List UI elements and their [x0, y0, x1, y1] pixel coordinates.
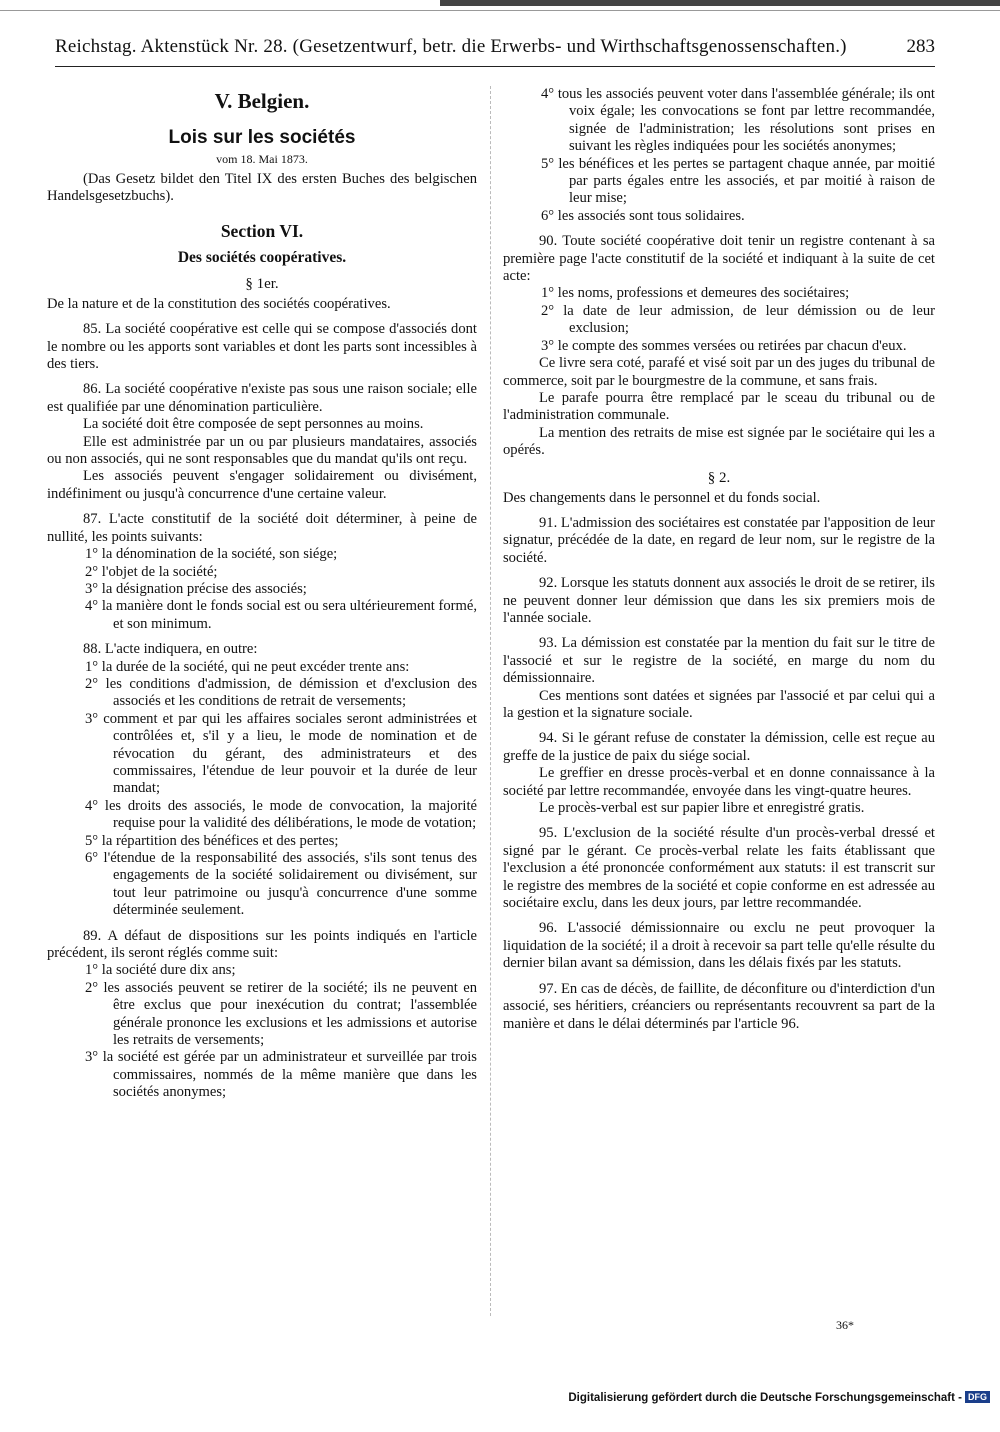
law-note: (Das Gesetz bildet den Titel IX des ersten Buches des belgischen Handelsgesetzbuchs). [47, 171, 477, 205]
list-item: 1° la société dure dix ans; [85, 962, 236, 979]
article-86-para: Elle est administrée par un ou par plusieurs mandataires, associés ou non associés, qui ne sont responsables que du mandat qu'ils ont reçu. [47, 433, 477, 468]
article-90-para: Le parafe pourra être remplacé par le sceau du tribunal ou de l'administration communale. [503, 389, 935, 424]
list-item: 3° la société est gérée par un administrateur et surveillée par trois commissaires, nommés de la même manière que dans les sociétés anonymes; [85, 1049, 477, 1101]
left-column [47, 86, 477, 1102]
sheet-mark: 36* [836, 1318, 854, 1332]
list-item: 1° la dénomination de la société, son siége; [85, 546, 338, 563]
running-header [55, 34, 935, 67]
list-item: 1° les noms, professions et demeures des sociétaires; [541, 285, 850, 302]
paragraph-mark: § 2. [707, 469, 731, 486]
section-subheading: Des sociétés coopératives. [177, 248, 347, 266]
running-header-title: Reichstag. Aktenstück Nr. 28. (Gesetzentwurf, betr. die Erwerbs- und Wirthschaftsgenossenschaften.) [55, 36, 847, 57]
article-96: 96. L'associé démissionnaire ou exclu ne peut provoquer la liquidation de la société; il a droit à recevoir sa part telle qu'elle résulte du dernier bilan avant sa démission, dans les délais fixés par les statuts. [503, 920, 935, 972]
list-item: 3° le compte des sommes versées ou retirées par chacun d'eux. [541, 337, 907, 354]
article-94: 94. Si le gérant refuse de constater la démission, celle est reçue au greffe de la justice de paix du siége social. [503, 730, 935, 764]
digitization-credit [568, 1391, 990, 1404]
right-column [503, 86, 935, 1033]
article-95: 95. L'exclusion de la société résulte d'un procès-verbal dressé et signé par le gérant. Ce procès-verbal relate les faits établissant que l'exclusion a été prononcée conformément aux statuts: il est transcrit sur le registre des membres de la société et copie conforme en est adressée au sociétaire exclu, dans les deux jours, par lettre recommandée. [503, 825, 935, 912]
article-94-para: Le procès-verbal est sur papier libre et enregistré gratis. [539, 800, 865, 817]
list-item: 4° les droits des associés, le mode de convocation, la majorité requise pour la validité des délibérations, le mode de votation; [85, 797, 477, 832]
article-85: 85. La société coopérative est celle qui se compose d'associés dont le nombre ou les apports sont variables et dont les parts sont incessibles à des tiers. [47, 321, 477, 373]
article-87: 87. L'acte constitutif de la société doit déterminer, à peine de nullité, les points suivants: [47, 511, 477, 545]
list-item: 3° comment et par qui les affaires sociales seront administrées et contrôlées et, s'il y a lieu, le mode de nomination et de révocation du gérant, des administrateurs et des commissaires, l'étendue de leur pouvoir et la durée de leur mandat; [85, 710, 477, 797]
article-89: 89. A défaut de dispositions sur les points indiqués en l'article précédent, ils seront réglés comme suit: [47, 927, 477, 962]
law-title: Lois sur les sociétés [168, 127, 356, 148]
list-item: 2° les conditions d'admission, de démission et d'exclusion des associés et les conditions de retrait de versements; [85, 675, 477, 710]
article-86-para: Les associés peuvent s'engager solidairement ou divisément, indéfiniment ou jusqu'à concurrence d'une certaine valeur. [47, 468, 477, 502]
list-item: 2° l'objet de la société; [85, 563, 218, 580]
column-separator [490, 86, 491, 1316]
list-item: 6° l'étendue de la responsabilité des associés, s'ils sont tenus des engagements de la société solidairement ou divisément, sur tout leur patrimoine ou jusqu'à concurrence d'une somme déterminée seulement. [85, 850, 477, 919]
list-item: 4° tous les associés peuvent voter dans l'assemblée générale; ils ont voix égale; les convocations se font par lettre recommandée, signée de l'administration; les résolutions sont prises en suivant les règles indiquées pour les sociétés anonymes; [541, 86, 935, 155]
article-90-para: La mention des retraits de mise est signée par le sociétaire qui les a opérés. [503, 424, 935, 459]
list-item: 2° la date de leur admission, de leur démission ou de leur exclusion; [541, 302, 935, 337]
list-item: 5° les bénéfices et les pertes se partagent chaque année, par moitié par parts égales entre les associés, et par moitié à raison de leur mise; [541, 155, 935, 207]
country-heading: V. Belgien. [214, 89, 310, 113]
article-97: 97. En cas de décès, de faillite, de déconfiture ou d'interdiction d'un associé, ses héritiers, créanciers ou représentants recouvrent sa part de la manière et dans le délai déterminés par l'article 96. [503, 980, 935, 1032]
paragraph-mark: § 1er. [245, 275, 279, 292]
article-93-para: Ces mentions sont datées et signées par l'associé et par celui qui a la gestion et la signature sociale. [503, 687, 935, 721]
list-item: 5° la répartition des bénéfices et des pertes; [85, 832, 339, 849]
article-90-para: Ce livre sera coté, parafé et visé soit par un des juges du tribunal de commerce, soit par le bourgmestre de la commune, et sans frais. [503, 355, 935, 389]
article-91: 91. L'admission des sociétaires est constatée par l'apposition de leur signatur, précédée de la date, en regard de leur nom, sur le registre de la société. [503, 514, 935, 566]
article-90: 90. Toute société coopérative doit tenir un registre contenant à sa première page l'acte constitutif de la société et indiquant à la suite de cet acte: [503, 233, 935, 285]
section-heading: Section VI. [220, 220, 304, 241]
list-item: 3° la désignation précise des associés; [85, 580, 307, 597]
list-item: 2° les associés peuvent se retirer de la société; ils ne peuvent en être exclus que pour inexécution du contrat; l'assemblée générale prononce les exclusions et les admissions et autorise les retraits de versements; [85, 979, 477, 1049]
list-item: 6° les associés sont tous solidaires. [541, 207, 745, 224]
scan-top-border [0, 0, 1000, 11]
list-item: 1° la durée de la société, qui ne peut excéder trente ans: [85, 658, 410, 675]
dfg-logo: DFG [965, 1391, 990, 1403]
list-item: 4° la manière dont le fonds social est ou sera ultérieurement formé, et son minimum. [85, 598, 477, 632]
paragraph-title: De la nature et de la constitution des sociétés coopératives. [47, 295, 391, 312]
article-86-para: La société doit être composée de sept personnes au moins. [83, 416, 424, 433]
digitization-credit-text: Digitalisierung gefördert durch die Deutsche Forschungsgemeinschaft - [568, 1392, 962, 1404]
article-93: 93. La démission est constatée par la mention du fait sur le titre de l'associé et sur le registre de la société, en marge du nom du démissionnaire. [503, 635, 935, 687]
article-88: 88. L'acte indiquera, en outre: [83, 641, 258, 658]
article-94-para: Le greffier en dresse procès-verbal et en donne connaissance à la société par lettre recommandée, envoyée dans les vingt-quatre heures. [503, 765, 935, 799]
law-date: vom 18. Mai 1873. [216, 152, 308, 166]
article-92: 92. Lorsque les statuts donnent aux associés le droit de se retirer, ils ne peuvent donner leur démission que dans les six premiers mois de l'année sociale. [503, 575, 935, 626]
article-86: 86. La société coopérative n'existe pas sous une raison sociale; elle est qualifiée par une dénomination particulière. [47, 381, 477, 415]
page-number: 283 [906, 36, 935, 57]
paragraph-title: Des changements dans le personnel et du fonds social. [503, 489, 821, 506]
scan-top-bar [440, 0, 1000, 6]
